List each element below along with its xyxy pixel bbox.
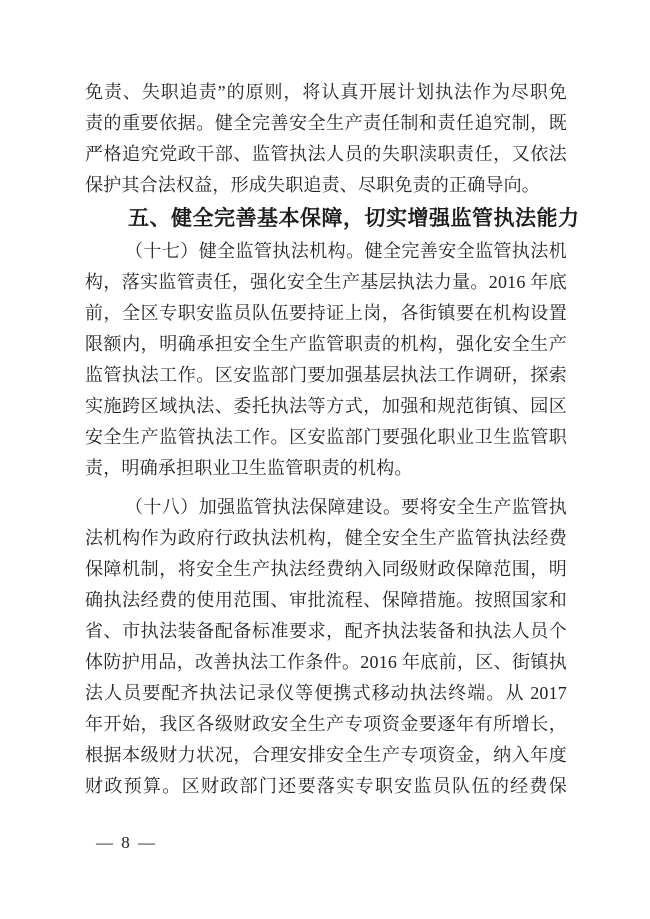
body-text-line: 法机构作为政府行政执法机构，健全安全生产监管执法经费	[85, 528, 567, 548]
paragraph-continuation	[85, 77, 567, 201]
body-text-line: 严格追究党政干部、监管执法人员的失职渎职责任，又依法	[85, 144, 567, 164]
body-text-line: 省、市执法装备配备标准要求，配齐执法装备和执法人员个	[85, 621, 567, 641]
page-number: — 8 —	[96, 833, 157, 852]
body-text-line: 监管执法工作。区安监部门要加强基层执法工作调研，探索	[85, 365, 567, 385]
body-text-line: （十七）健全监管执法机构。健全完善安全监管执法机	[125, 241, 567, 261]
body-text-line: 限额内，明确承担安全生产监管职责的机构，强化安全生产	[85, 334, 567, 354]
body-text-line: （十八）加强监管执法保障建设。要将安全生产监管执	[125, 497, 567, 517]
paragraph-18	[85, 492, 567, 802]
paragraph-17	[85, 236, 567, 484]
body-text-line: 保障机制，将安全生产执法经费纳入同级财政保障范围，明	[85, 559, 567, 579]
body-text-line: 责，明确承担职业卫生监管职责的机构。	[85, 458, 413, 478]
body-text-line: 年开始，我区各级财政安全生产专项资金要逐年有所增长，	[85, 714, 567, 734]
body-text-line: 实施跨区域执法、委托执法等方式，加强和规范街镇、园区	[85, 396, 567, 416]
body-text-line: 构，落实监管责任，强化安全生产基层执法力量。2016 年底	[85, 272, 567, 292]
body-text-line: 法人员要配齐执法记录仪等便携式移动执法终端。从 2017	[85, 683, 567, 703]
body-text-line: 确执法经费的使用范围、审批流程、保障措施。按照国家和	[85, 590, 567, 610]
body-text-line: 根据本级财力状况，合理安排安全生产专项资金，纳入年度	[85, 745, 567, 765]
body-text-line: 免责、失职追责”的原则，将认真开展计划执法作为尽职免	[85, 82, 567, 102]
section-heading: 五、健全完善基本保障，切实增强监管执法能力	[128, 207, 580, 230]
body-text-line: 财政预算。区财政部门还要落实专职安监员队伍的经费保	[85, 776, 567, 796]
body-text-line: 责的重要依据。健全完善安全生产责任制和责任追究制，既	[85, 113, 567, 133]
body-text-line: 保护其合法权益，形成失职追责、尽职免责的正确导向。	[85, 175, 540, 195]
body-text-line: 前，全区专职安监员队伍要持证上岗，各街镇要在机构设置	[85, 303, 567, 323]
body-text-line: 体防护用品，改善执法工作条件。2016 年底前，区、街镇执	[85, 652, 567, 672]
body-text-line: 安全生产监管执法工作。区安监部门要强化职业卫生监管职	[85, 427, 567, 447]
